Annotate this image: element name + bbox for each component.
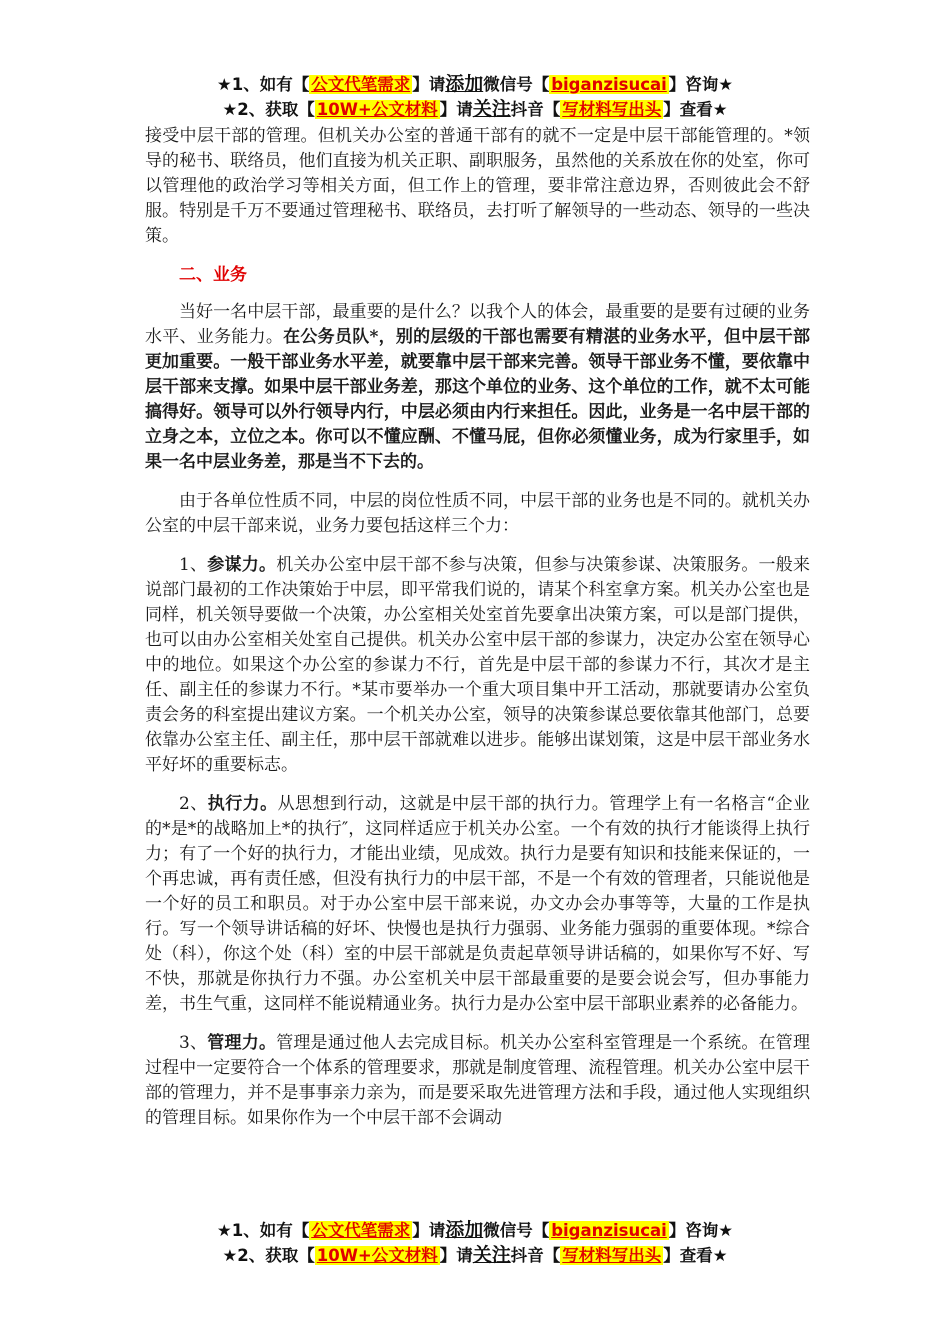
promo-line-1: ★1、如有【 公文代笔需求 】请添加微信号【 biganzisucai 】咨询★ — [216, 73, 734, 95]
promo-line-1: ★1、如有【 公文代笔需求 】请添加微信号【 biganzisucai 】咨询★ — [216, 1219, 734, 1241]
subheading-management: 管理力。 — [207, 1033, 277, 1053]
paragraph-management: 3、管理力。管理是通过他人去完成目标。机关办公室科室管理是一个系统。在管理过程中一定要符合一个体系的管理要求，那就是制度管理、流程管理。机关办公室中层干部的管理力，并不是事事亲力亲为，而是要采取先进管理方法和手段，通过他人实现组织的管理目标。如果你作为一个中层干部不会调动 — [145, 1033, 811, 1128]
emphasis-add: 添加 — [445, 73, 484, 95]
emphasis-follow: 关注 — [472, 98, 511, 120]
paragraph-intro: 接受中层干部的管理。但机关办公室的普通干部有的就不一定是中层干部能管理的。*领导的秘书、联络员，他们直接为机关正职、副职服务，虽然他的关系放在你的处室，你可以管理他的政治学习等相关方面，但工作上的管理，要非常注意边界，否则彼此会不舒服。特别是千万不要通过管理秘书、联络员，去打听了解领导的一些动态、领导的一些决策。 — [145, 126, 810, 246]
section-heading: 二、业务 — [179, 265, 247, 285]
emphasis-add: 添加 — [445, 1219, 484, 1241]
bold-emphasis: 在公务员队*，别的层级的干部也需要有精湛的业务水平，但中层干部更加重要。一般干部业务水平差，就要靠中层干部来完善。领导干部业务不懂，要依靠中层干部来支撑。如果中层干部业务差，那这个单位的业务、这个单位的工作，就不太可能搞得好。领导可以外行领导内行，中层必须由内行来担任。因此，业务是一名中层干部的立身之本，立位之本。你可以不懂应酬、不懂马屁，但你必须懂业务，成为行家里手，如果一名中层业务差，那是当不下去的。 — [145, 327, 811, 472]
highlight-douyin-account: 写材料写出头 — [562, 1246, 662, 1265]
highlight-wechat-id: biganzisucai — [551, 75, 667, 94]
paragraph-advisory: 1、参谋力。机关办公室中层干部不参与决策，但参与决策参谋、决策服务。一般来说部门最初的工作决策始于中层，即平常我们说的，请某个科室拿方案。机关办公室也是同样，机关领导要做一个决策，办公室相关处室首先要拿出决策方案，可以是部门提供，也可以由办公室相关处室自己提供。机关办公室中层干部的参谋力，决定办公室在领导心中的地位。如果这个办公室的参谋力不行，首先是中层干部的参谋力不行，其次才是主任、副主任的参谋力不行。*某市要举办一个重大项目集中开工活动，那就要请办公室负责会务的科室提出建议方案。一个机关办公室，领导的决策参谋总要依靠其他部门，总要依靠办公室主任、副主任，那中层干部就难以进步。能够出谋划策，这是中层干部业务水平好坏的重要标志。 — [145, 555, 811, 775]
paragraph-three-abilities: 由于各单位性质不同，中层的岗位性质不同，中层干部的业务也是不同的。就机关办公室的中层干部来说，业务力要包括这样三个力： — [145, 491, 810, 536]
highlight-service: 公文代笔需求 — [311, 75, 411, 94]
subheading-execution: 执行力。 — [207, 794, 278, 814]
promo-banner-bottom — [0, 1218, 950, 1268]
paragraph-importance: 当好一名中层干部，最重要的是什么？以我个人的体会，最重要的是要有过硬的业务水平、业务能力。在公务员队*，别的层级的干部也需要有精湛的业务水平，但中层干部更加重要。一般干部业务水平差，就要靠中层干部来完善。领导干部业务不懂，要依靠中层干部来支撑。如果中层干部业务差，那这个单位的业务、这个单位的工作，就不太可能搞得好。领导可以外行领导内行，中层必须由内行来担任。因此，业务是一名中层干部的立身之本，立位之本。你可以不懂应酬、不懂马屁，但你必须懂业务，成为行家里手，如果一名中层业务差，那是当不下去的。 — [145, 302, 811, 472]
promo-line-2: ★2、获取【 10W+公文材料 】请关注抖音【 写材料写出头 】查看★ — [222, 98, 728, 120]
subheading-advisory: 参谋力。 — [207, 555, 277, 575]
highlight-materials: 10W+公文材料 — [316, 1246, 438, 1265]
highlight-douyin-account: 写材料写出头 — [562, 100, 662, 119]
promo-line-2: ★2、获取【 10W+公文材料 】请关注抖音【 写材料写出头 】查看★ — [222, 1244, 728, 1266]
highlight-service: 公文代笔需求 — [311, 1221, 411, 1240]
highlight-materials: 10W+公文材料 — [316, 100, 438, 119]
document-body — [145, 124, 810, 1145]
emphasis-follow: 关注 — [472, 1244, 511, 1266]
paragraph-execution: 2、执行力。从思想到行动，这就是中层干部的执行力。管理学上有一名格言“企业的*是*的战略加上*的执行″，这同样适应于机关办公室。一个有效的执行才能谈得上执行力；有了一个好的执行力，才能出业绩，见成效。执行力是要有知识和技能来保证的，一个再忠诚，再有责任感，但没有执行力的中层干部，不是一个有效的管理者，只能说他是一个好的员工和职员。对于办公室中层干部来说，办文办会办事等等，大量的工作是执行。写一个领导讲话稿的好坏、快慢也是执行力强弱、业务能力强弱的重要体现。*综合处（科），你这个处（科）室的中层干部就是负责起草领导讲话稿的，如果你写不好、写不快，那就是你执行力不强。办公室机关中层干部最重要的是要会说会写，但办事能力差，书生气重，这同样不能说精通业务。执行力是办公室中层干部职业素养的必备能力。 — [145, 794, 810, 1014]
highlight-wechat-id: biganzisucai — [551, 1221, 667, 1240]
promo-banner-top — [0, 72, 950, 122]
